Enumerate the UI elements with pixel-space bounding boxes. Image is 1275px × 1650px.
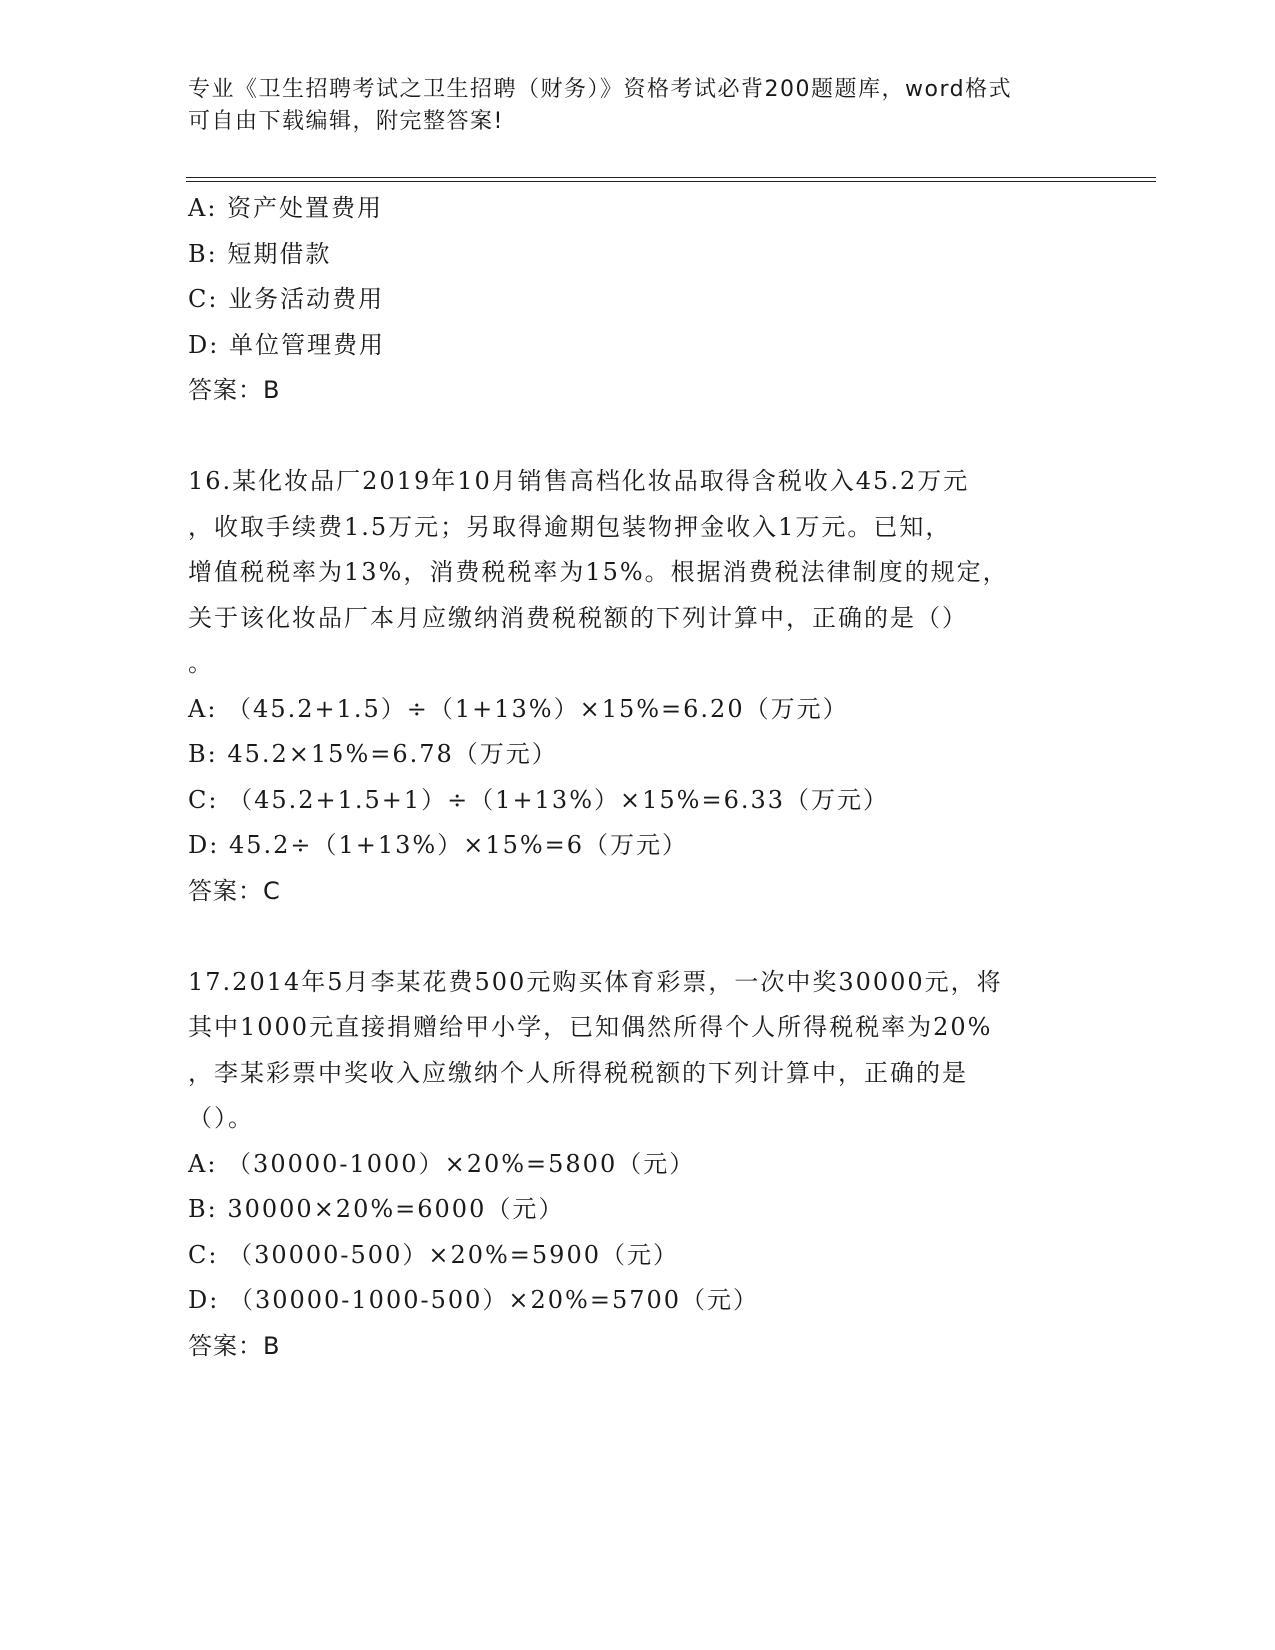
option-c: C: （45.2+1.5+1）÷（1+13%）×15%=6.33（万元） — [188, 785, 890, 814]
question-stem-line: 其中1000元直接捐赠给甲小学，已知偶然所得个人所得税税率为20% — [188, 1013, 993, 1041]
question-stem-line: 增值税税率为13%，消费税税率为15%。根据消费税法律制度的规定， — [188, 558, 1009, 586]
spacer — [188, 914, 1088, 960]
option-c: C: （30000-500）×20%=5900（元） — [188, 1240, 679, 1269]
option-b: B: 45.2×15%=6.78（万元） — [188, 740, 558, 768]
option-a: A: 资产处置费用 — [188, 194, 384, 222]
option-b: B: 短期借款 — [188, 239, 332, 268]
header-title-line-2: 可自由下载编辑，附完整答案! — [188, 109, 504, 134]
option-d: D: 单位管理费用 — [188, 330, 385, 359]
question-stem-line: 17.2014年5月李某花费500元购买体育彩票，一次中奖30000元，将 — [188, 967, 1003, 996]
question-stem-line: ，李某彩票中奖收入应缴纳个人所得税税额的下列计算中，正确的是 — [188, 1058, 968, 1087]
header-title-line-1: 专业《卫生招聘考试之卫生招聘（财务）》资格考试必背200题题库，word格式 — [188, 77, 1013, 102]
question-stem-line: ，收取手续费1.5万元；另取得逾期包装物押金收入1万元。已知， — [188, 512, 952, 541]
question-content — [188, 186, 1088, 1369]
question-stem-line: 。 — [188, 649, 214, 677]
answer-line: 答案：C — [188, 876, 281, 905]
option-c: C: 业务活动费用 — [188, 285, 385, 313]
question-stem-line: 关于该化妆品厂本月应缴纳消费税税额的下列计算中，正确的是（） — [188, 603, 968, 632]
header-rule-top — [186, 177, 1156, 178]
question-17 — [188, 960, 1088, 1370]
question-stem-line: （）。 — [188, 1104, 254, 1132]
option-d: D: 45.2÷（1+13%）×15%=6（万元） — [188, 831, 689, 859]
question-15 — [188, 186, 1088, 414]
answer-line: 答案：B — [188, 376, 281, 404]
option-a: A: （30000-1000）×20%=5800（元） — [188, 1149, 696, 1178]
question-16 — [188, 459, 1088, 914]
answer-line: 答案：B — [188, 1331, 281, 1360]
question-stem-line: 16.某化妆品厂2019年10月销售高档化妆品取得含税收入45.2万元 — [188, 467, 970, 495]
document-header — [188, 74, 1088, 138]
spacer — [188, 414, 1088, 460]
option-a: A: （45.2+1.5）÷（1+13%）×15%=6.20（万元） — [188, 694, 849, 723]
header-rule-bottom — [186, 181, 1156, 182]
option-b: B: 30000×20%=6000（元） — [188, 1195, 565, 1223]
option-d: D: （30000-1000-500）×20%=5700（元） — [188, 1286, 760, 1314]
